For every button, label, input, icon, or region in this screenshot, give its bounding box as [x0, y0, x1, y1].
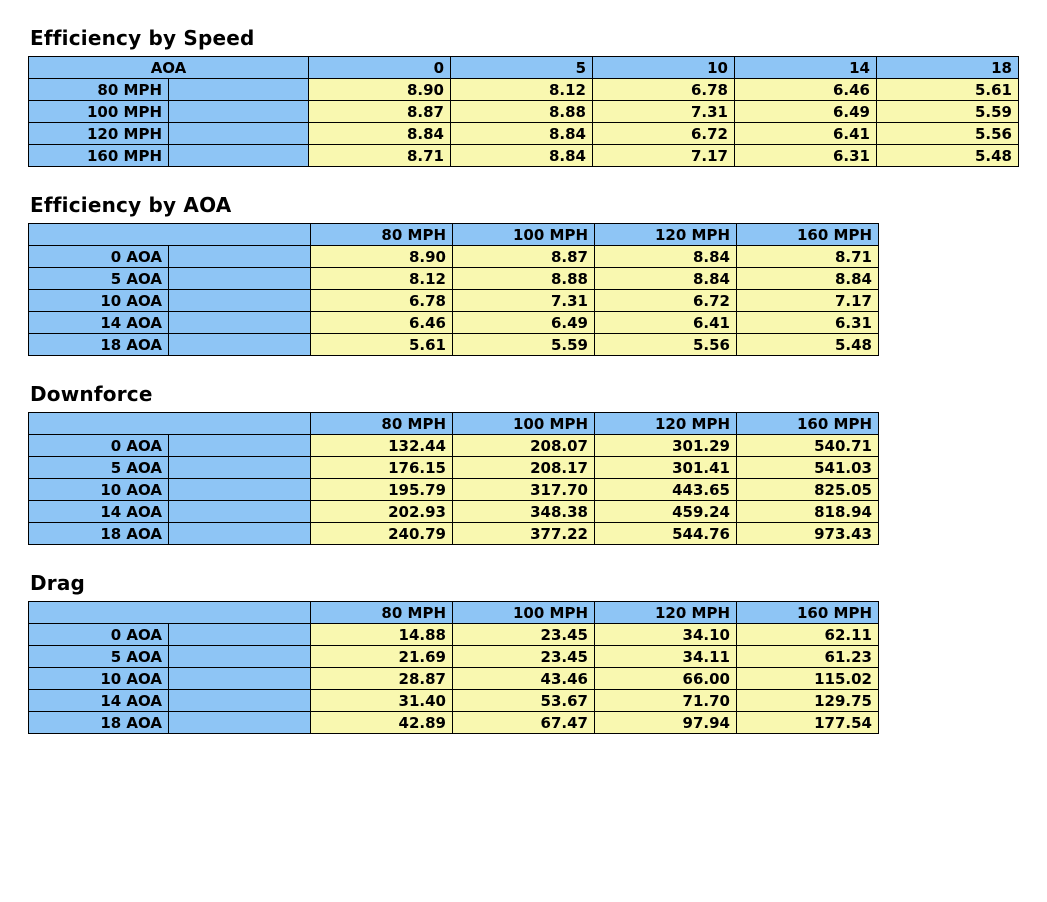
data-cell: 825.05	[737, 479, 879, 501]
table-row	[29, 435, 879, 457]
row-spacer-cell	[169, 435, 311, 457]
table-row	[29, 123, 1019, 145]
data-cell: 818.94	[737, 501, 879, 523]
table-row	[29, 501, 879, 523]
data-cell: 66.00	[595, 668, 737, 690]
data-cell: 23.45	[453, 646, 595, 668]
data-cell: 8.90	[309, 79, 451, 101]
data-cell: 301.41	[595, 457, 737, 479]
data-cell: 14.88	[311, 624, 453, 646]
row-label: 0 AOA	[29, 435, 169, 457]
table-body	[29, 79, 1019, 167]
data-cell: 7.31	[453, 290, 595, 312]
row-label: 0 AOA	[29, 246, 169, 268]
data-cell: 31.40	[311, 690, 453, 712]
data-cell: 176.15	[311, 457, 453, 479]
column-header-80mph: 80 MPH	[311, 602, 453, 624]
table-head	[29, 413, 879, 435]
data-cell: 8.90	[311, 246, 453, 268]
data-cell: 6.31	[737, 312, 879, 334]
data-cell: 115.02	[737, 668, 879, 690]
data-cell: 132.44	[311, 435, 453, 457]
row-label: 5 AOA	[29, 646, 169, 668]
data-cell: 544.76	[595, 523, 737, 545]
row-label: 100 MPH	[29, 101, 169, 123]
table-body	[29, 435, 879, 545]
data-cell: 6.41	[735, 123, 877, 145]
top-spacer	[0, 0, 1047, 26]
data-cell: 8.87	[453, 246, 595, 268]
table-corner-header: AOA	[29, 57, 309, 79]
data-cell: 6.72	[595, 290, 737, 312]
section-efficiency-by-speed	[0, 26, 1047, 167]
column-header-5: 5	[451, 57, 593, 79]
data-cell: 67.47	[453, 712, 595, 734]
table-corner-header	[29, 602, 311, 624]
table-row	[29, 246, 879, 268]
row-label: 18 AOA	[29, 712, 169, 734]
data-cell: 8.84	[737, 268, 879, 290]
column-header-18: 18	[877, 57, 1019, 79]
row-label: 18 AOA	[29, 523, 169, 545]
efficiency-by-aoa-table	[28, 223, 879, 356]
row-spacer-cell	[169, 79, 309, 101]
data-cell: 5.56	[877, 123, 1019, 145]
table-row	[29, 312, 879, 334]
row-spacer-cell	[169, 501, 311, 523]
row-spacer-cell	[169, 101, 309, 123]
data-cell: 8.88	[451, 101, 593, 123]
data-cell: 6.78	[593, 79, 735, 101]
data-cell: 21.69	[311, 646, 453, 668]
data-cell: 7.17	[593, 145, 735, 167]
row-spacer-cell	[169, 690, 311, 712]
row-spacer-cell	[169, 123, 309, 145]
row-label: 0 AOA	[29, 624, 169, 646]
data-cell: 202.93	[311, 501, 453, 523]
table-row	[29, 101, 1019, 123]
section-spacer	[0, 356, 1047, 382]
data-cell: 34.10	[595, 624, 737, 646]
table-row	[29, 145, 1019, 167]
table-row	[29, 290, 879, 312]
row-label: 18 AOA	[29, 334, 169, 356]
data-cell: 8.84	[309, 123, 451, 145]
column-header-120mph: 120 MPH	[595, 224, 737, 246]
column-header-120mph: 120 MPH	[595, 602, 737, 624]
row-spacer-cell	[169, 646, 311, 668]
data-cell: 8.88	[453, 268, 595, 290]
data-cell: 8.84	[451, 145, 593, 167]
row-spacer-cell	[169, 668, 311, 690]
data-cell: 28.87	[311, 668, 453, 690]
data-cell: 240.79	[311, 523, 453, 545]
row-spacer-cell	[169, 246, 311, 268]
row-spacer-cell	[169, 334, 311, 356]
table-header-row	[29, 224, 879, 246]
data-cell: 23.45	[453, 624, 595, 646]
data-cell: 97.94	[595, 712, 737, 734]
data-cell: 34.11	[595, 646, 737, 668]
data-cell: 5.59	[877, 101, 1019, 123]
table-row	[29, 690, 879, 712]
column-header-0: 0	[309, 57, 451, 79]
data-cell: 6.46	[735, 79, 877, 101]
table-row	[29, 479, 879, 501]
row-spacer-cell	[169, 312, 311, 334]
column-header-160mph: 160 MPH	[737, 602, 879, 624]
data-cell: 5.56	[595, 334, 737, 356]
data-cell: 71.70	[595, 690, 737, 712]
data-cell: 8.84	[595, 246, 737, 268]
row-label: 14 AOA	[29, 501, 169, 523]
data-cell: 6.31	[735, 145, 877, 167]
data-cell: 8.87	[309, 101, 451, 123]
table-header-row	[29, 57, 1019, 79]
section-title: Efficiency by Speed	[30, 26, 255, 50]
row-label: 10 AOA	[29, 479, 169, 501]
row-spacer-cell	[169, 624, 311, 646]
row-label: 5 AOA	[29, 268, 169, 290]
table-row	[29, 668, 879, 690]
table-corner-header	[29, 413, 311, 435]
data-cell: 42.89	[311, 712, 453, 734]
data-cell: 6.49	[735, 101, 877, 123]
column-header-100mph: 100 MPH	[453, 602, 595, 624]
data-cell: 8.12	[311, 268, 453, 290]
data-cell: 443.65	[595, 479, 737, 501]
data-cell: 317.70	[453, 479, 595, 501]
row-label: 10 AOA	[29, 290, 169, 312]
row-spacer-cell	[169, 290, 311, 312]
section-title: Drag	[30, 571, 86, 595]
data-cell: 177.54	[737, 712, 879, 734]
row-spacer-cell	[169, 145, 309, 167]
drag-table	[28, 601, 879, 734]
data-cell: 8.12	[451, 79, 593, 101]
table-row	[29, 334, 879, 356]
data-cell: 5.48	[877, 145, 1019, 167]
table-row	[29, 523, 879, 545]
row-label: 80 MPH	[29, 79, 169, 101]
data-cell: 129.75	[737, 690, 879, 712]
data-cell: 5.61	[877, 79, 1019, 101]
table-head	[29, 57, 1019, 79]
section-spacer	[0, 545, 1047, 571]
data-cell: 5.61	[311, 334, 453, 356]
data-cell: 5.59	[453, 334, 595, 356]
row-label: 5 AOA	[29, 457, 169, 479]
section-title: Efficiency by AOA	[30, 193, 232, 217]
data-cell: 301.29	[595, 435, 737, 457]
data-cell: 348.38	[453, 501, 595, 523]
data-cell: 6.72	[593, 123, 735, 145]
row-label: 120 MPH	[29, 123, 169, 145]
table-header-row	[29, 602, 879, 624]
data-cell: 8.84	[451, 123, 593, 145]
table-row	[29, 268, 879, 290]
row-spacer-cell	[169, 457, 311, 479]
column-header-160mph: 160 MPH	[737, 224, 879, 246]
data-cell: 7.17	[737, 290, 879, 312]
table-corner-header	[29, 224, 311, 246]
data-cell: 5.48	[737, 334, 879, 356]
table-header-row	[29, 413, 879, 435]
data-cell: 6.78	[311, 290, 453, 312]
data-cell: 377.22	[453, 523, 595, 545]
row-spacer-cell	[169, 712, 311, 734]
data-cell: 61.23	[737, 646, 879, 668]
row-label: 10 AOA	[29, 668, 169, 690]
table-row	[29, 457, 879, 479]
data-cell: 208.17	[453, 457, 595, 479]
data-cell: 540.71	[737, 435, 879, 457]
data-cell: 6.49	[453, 312, 595, 334]
section-downforce	[0, 382, 1047, 545]
table-head	[29, 602, 879, 624]
row-spacer-cell	[169, 479, 311, 501]
data-cell: 973.43	[737, 523, 879, 545]
data-cell: 62.11	[737, 624, 879, 646]
section-efficiency-by-aoa	[0, 193, 1047, 356]
column-header-100mph: 100 MPH	[453, 413, 595, 435]
data-cell: 6.46	[311, 312, 453, 334]
row-label: 14 AOA	[29, 312, 169, 334]
table-body	[29, 246, 879, 356]
column-header-10: 10	[593, 57, 735, 79]
data-cell: 8.71	[737, 246, 879, 268]
data-cell: 541.03	[737, 457, 879, 479]
data-cell: 53.67	[453, 690, 595, 712]
table-row	[29, 79, 1019, 101]
section-drag	[0, 571, 1047, 734]
data-cell: 7.31	[593, 101, 735, 123]
table-row	[29, 646, 879, 668]
data-cell: 43.46	[453, 668, 595, 690]
efficiency-by-speed-table	[28, 56, 1019, 167]
row-spacer-cell	[169, 268, 311, 290]
downforce-table	[28, 412, 879, 545]
table-body	[29, 624, 879, 734]
table-row	[29, 712, 879, 734]
column-header-100mph: 100 MPH	[453, 224, 595, 246]
data-cell: 8.71	[309, 145, 451, 167]
table-head	[29, 224, 879, 246]
data-cell: 6.41	[595, 312, 737, 334]
row-label: 160 MPH	[29, 145, 169, 167]
column-header-160mph: 160 MPH	[737, 413, 879, 435]
section-title: Downforce	[30, 382, 153, 406]
table-row	[29, 624, 879, 646]
row-spacer-cell	[169, 523, 311, 545]
column-header-14: 14	[735, 57, 877, 79]
column-header-80mph: 80 MPH	[311, 224, 453, 246]
data-cell: 195.79	[311, 479, 453, 501]
column-header-120mph: 120 MPH	[595, 413, 737, 435]
column-header-80mph: 80 MPH	[311, 413, 453, 435]
data-cell: 208.07	[453, 435, 595, 457]
section-spacer	[0, 167, 1047, 193]
data-cell: 8.84	[595, 268, 737, 290]
data-cell: 459.24	[595, 501, 737, 523]
row-label: 14 AOA	[29, 690, 169, 712]
